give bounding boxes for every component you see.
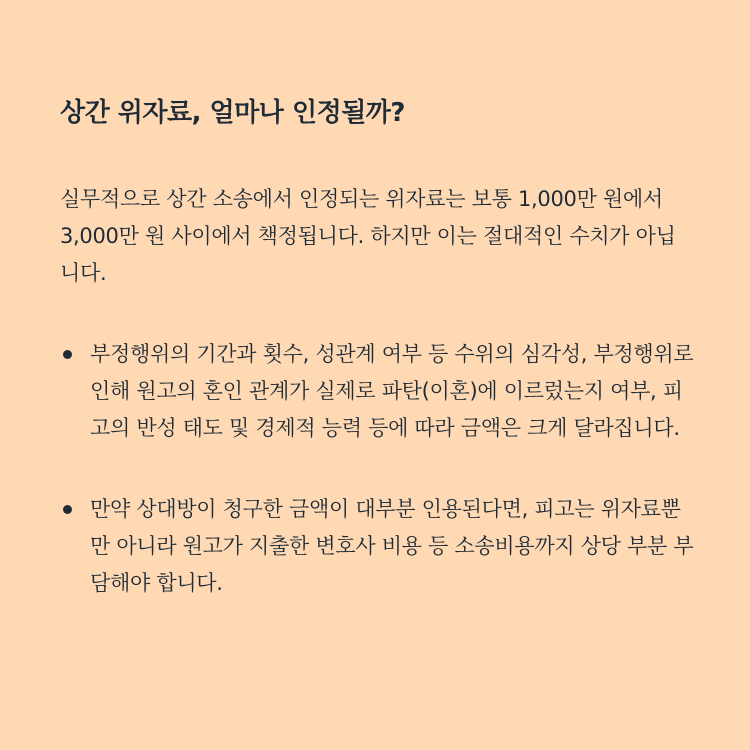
bullet-item <box>60 491 695 602</box>
bullet-text: 부정행위의 기간과 횟수, 성관계 여부 등 수위의 심각성, 부정행위로 인해 원고의 혼인 관계가 실제로 파탄(이혼)에 이르렀는지 여부, 피고의 반성 태도 및 경제적 능력 등에 따라 금액은 크게 달라집니다. <box>90 342 694 440</box>
bullet-item <box>60 336 695 447</box>
page-title: 상간 위자료, 얼마나 인정될까? <box>60 98 406 128</box>
content-card <box>60 93 700 602</box>
bullet-text: 만약 상대방이 청구한 금액이 대부분 인용된다면, 피고는 위자료뿐만 아니라 원고가 지출한 변호사 비용 등 소송비용까지 상당 부분 부담해야 합니다. <box>90 497 694 595</box>
bullet-list <box>60 336 700 602</box>
bullet-dot-icon <box>63 505 72 514</box>
bullet-dot-icon <box>63 350 72 359</box>
intro-paragraph: 실무적으로 상간 소송에서 인정되는 위자료는 보통 1,000만 원에서 3,000만 원 사이에서 책정됩니다. 하지만 이는 절대적인 수치가 아닙니다. <box>60 187 676 285</box>
